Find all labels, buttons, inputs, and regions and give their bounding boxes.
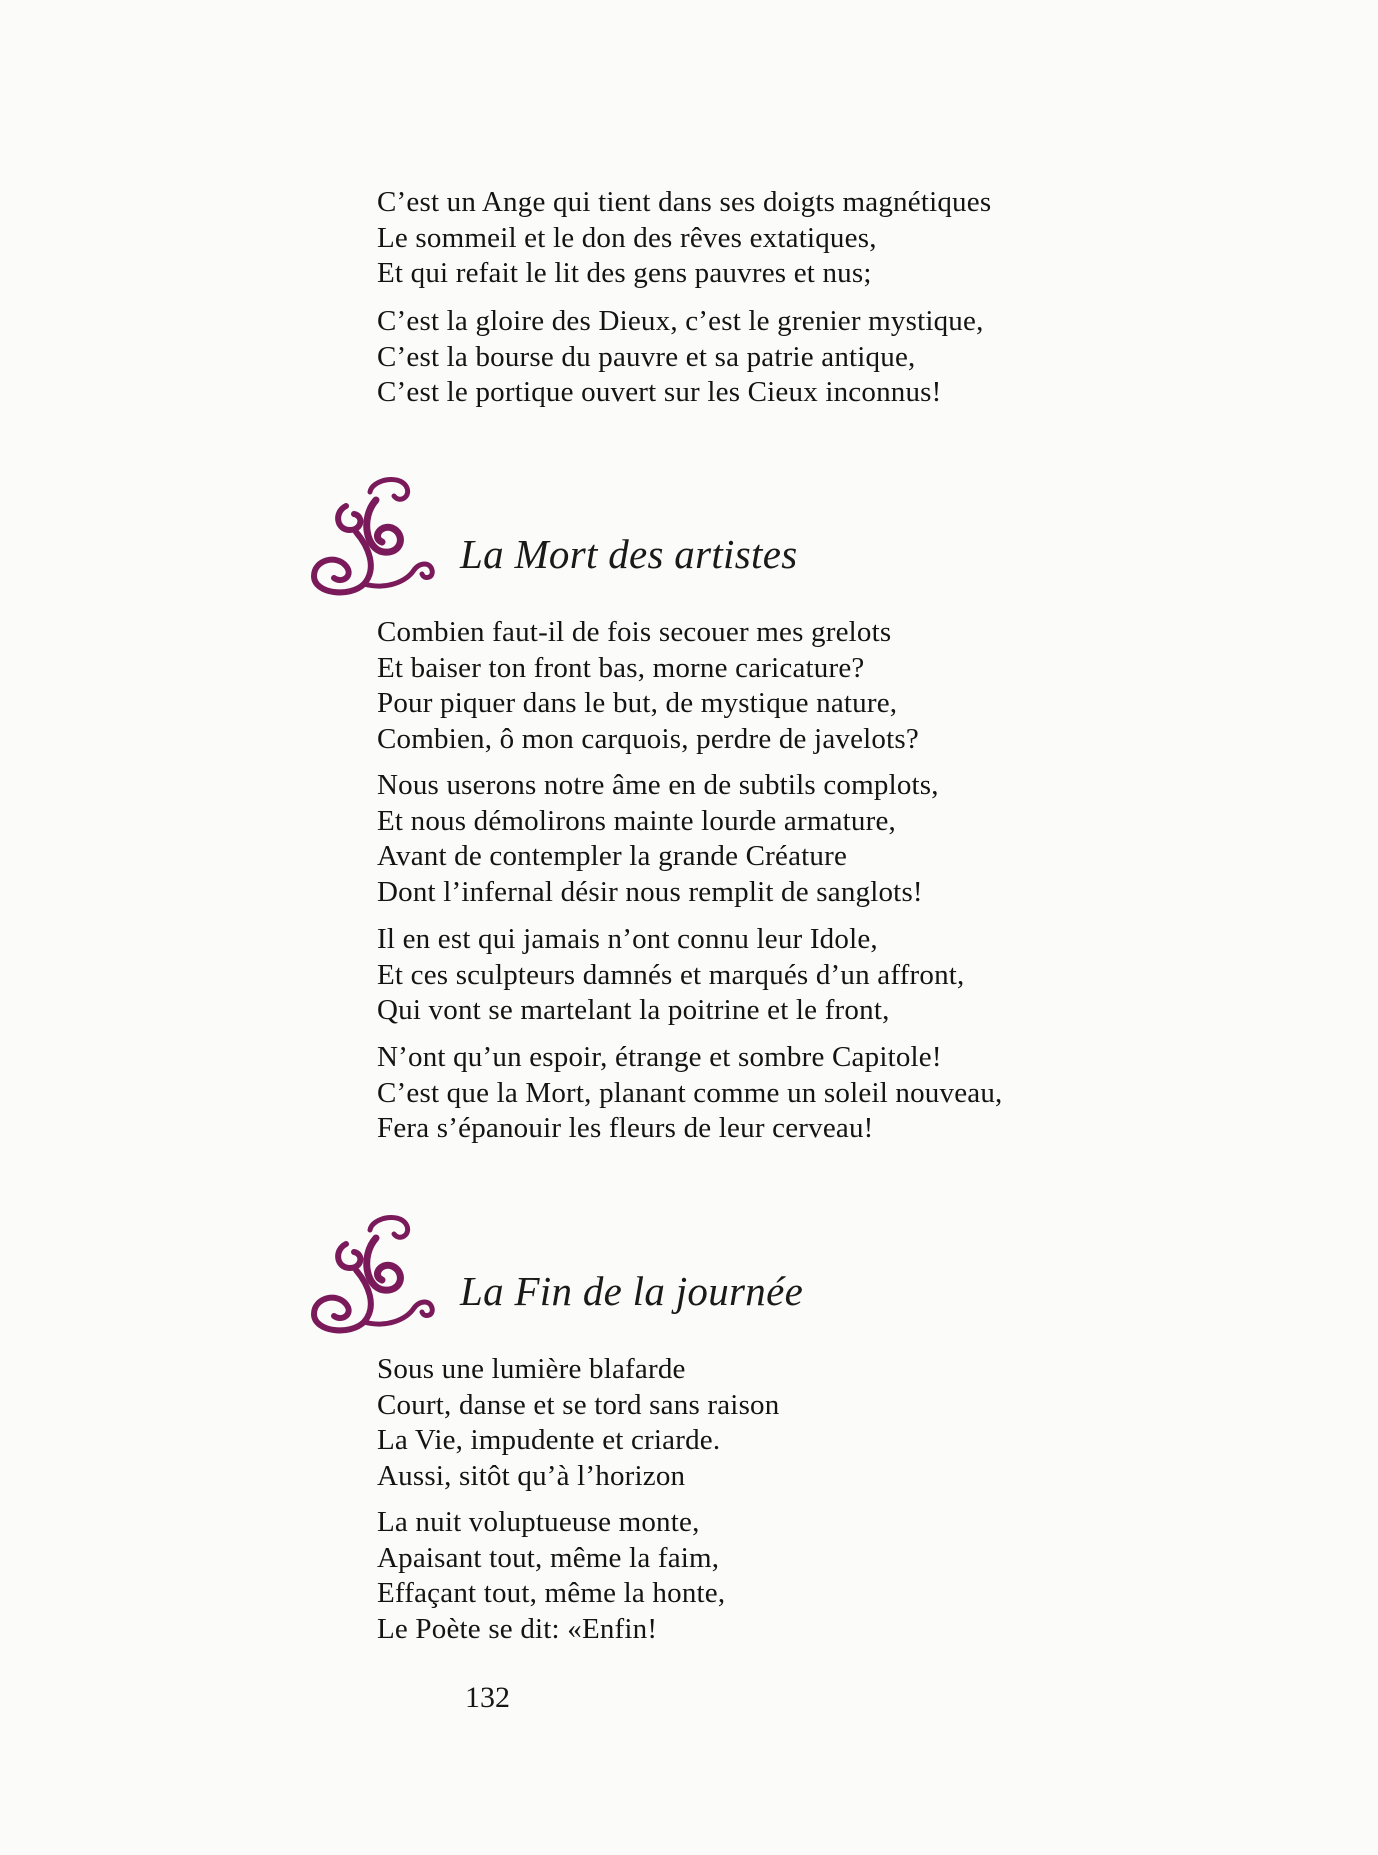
verse-line: Et baiser ton front bas, morne caricature? <box>377 651 865 684</box>
verse-line: Et nous démolirons mainte lourde armature, <box>377 804 896 837</box>
poem2-stanza-1 <box>377 615 919 757</box>
verse-line: C’est le portique ouvert sur les Cieux inconnus! <box>377 376 942 408</box>
verse-line: C’est la gloire des Dieux, c’est le grenier mystique, <box>377 305 984 337</box>
verse-line: Dont l’infernal désir nous remplit de sanglots! <box>377 875 923 908</box>
verse-line: Sous une lumière blafarde <box>377 1353 686 1385</box>
verse-line: Combien, ô mon carquois, perdre de javelots? <box>377 722 919 755</box>
poem2-stanza-4 <box>377 1040 1003 1147</box>
poem1-stanza-2 <box>377 304 984 411</box>
verse-line: Pour piquer dans le but, de mystique nature, <box>377 687 898 719</box>
verse-line: Combien faut-il de fois secouer mes grelots <box>377 616 892 648</box>
verse-line: Effaçant tout, même la honte, <box>377 1577 726 1609</box>
poem3-stanza-1 <box>377 1352 779 1494</box>
verse-line: C’est un Ange qui tient dans ses doigts magnétiques <box>377 186 992 218</box>
poem-title: La Fin de la journée <box>460 1268 804 1314</box>
verse-line: Court, danse et se tord sans raison <box>377 1388 780 1421</box>
verse-line: Et qui refait le lit des gens pauvres et nus; <box>377 257 872 289</box>
verse-line: Aussi, sitôt qu’à l’horizon <box>377 1459 686 1492</box>
verse-line: La Vie, impudente et criarde. <box>377 1424 721 1456</box>
verse-line: Qui vont se martelant la poitrine et le front, <box>377 994 890 1026</box>
verse-line: Fera s’épanouir les fleurs de leur cerveau! <box>377 1112 874 1144</box>
verse-line: Et ces sculpteurs damnés et marqués d’un affront, <box>377 958 965 991</box>
poem1-stanza-1 <box>377 185 991 292</box>
poem2-stanza-3 <box>377 922 964 1029</box>
verse-line: C’est la bourse du pauvre et sa patrie antique, <box>377 340 916 373</box>
poem-title: La Mort des artistes <box>460 531 798 577</box>
flourish-ornament-icon <box>306 1210 454 1342</box>
verse-line: C’est que la Mort, planant comme un soleil nouveau, <box>377 1076 1003 1109</box>
verse-line: Le sommeil et le don des rêves extatiques, <box>377 221 877 254</box>
verse-line: Il en est qui jamais n’ont connu leur Idole, <box>377 923 878 955</box>
verse-line: Avant de contempler la grande Créature <box>377 840 848 872</box>
verse-line: N’ont qu’un espoir, étrange et sombre Capitole! <box>377 1041 942 1073</box>
verse-line: Apaisant tout, même la faim, <box>377 1541 720 1574</box>
page-number: 132 <box>465 1681 510 1714</box>
flourish-ornament-icon <box>306 472 454 604</box>
poem2-stanza-2 <box>377 768 939 910</box>
verse-line: Nous userons notre âme en de subtils complots, <box>377 769 939 801</box>
verse-line: La nuit voluptueuse monte, <box>377 1506 700 1538</box>
verse-line: Le Poète se dit: «Enfin! <box>377 1612 658 1645</box>
poem3-stanza-2 <box>377 1505 725 1647</box>
